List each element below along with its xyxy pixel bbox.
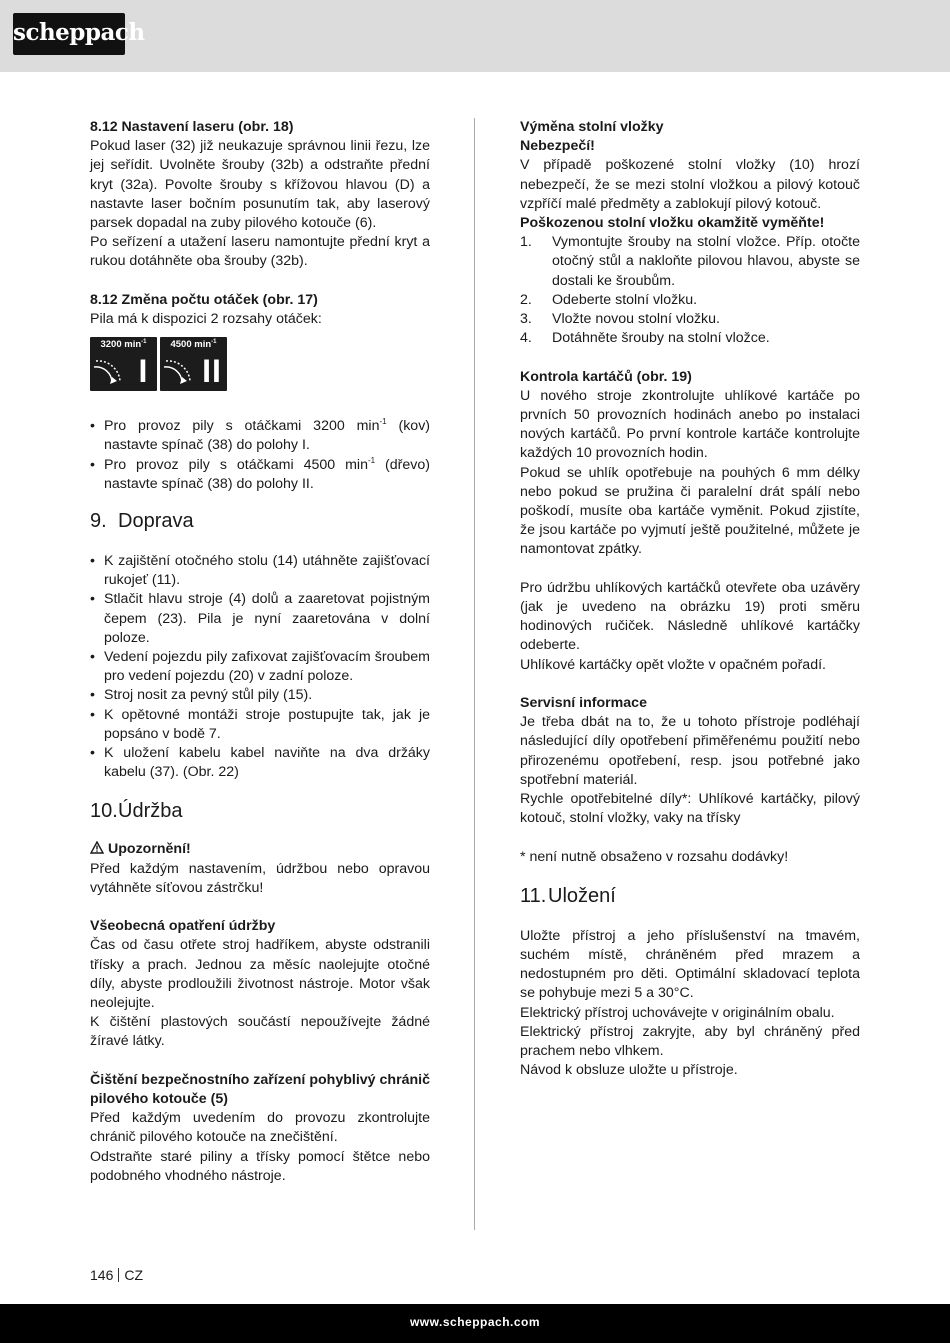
right-column — [520, 118, 860, 1080]
paragraph: Uložte přístroj a jeho příslušenství na tmavém, suchém místě, chráněném před mrazem a nedostupném pro děti. Optimální skladovací teplota se pohybuje mezi 5 a 30°C. — [520, 927, 860, 1002]
list-item: 2. Odeberte stolní vložku. — [520, 291, 698, 308]
speed-bullets — [90, 417, 430, 494]
scheppach-logo: scheppach — [13, 13, 125, 55]
section-heading-storage: 11.Uložení — [520, 884, 616, 907]
speed-mark-1: I — [138, 353, 148, 390]
website-link[interactable]: www.scheppach.com — [409, 1315, 541, 1329]
paragraph: K čištění plastových součástí nepoužívejte žádné žíravé látky. — [90, 1014, 430, 1050]
left-column — [90, 118, 430, 1186]
speed-label-3200: 3200 $\min^{-1}$ — [100, 339, 147, 351]
list-item: • Stroj nosit za pevný stůl pily (15). — [90, 686, 430, 705]
paragraph: Elektrický přístroj zakryjte, aby byl chráněný před prachem nebo vlhkem. — [520, 1023, 860, 1060]
page-number: 146 CZ — [90, 1267, 144, 1283]
footnote: * není nutně obsaženo v rozsahu dodávky! — [520, 848, 789, 865]
list-item: • Vedení pojezdu pily zafixovat zajišťovacím šroubem pro vedení pojezdu (20) v zadní poloze. — [90, 648, 430, 686]
list-item: 1. Vymontujte šrouby na stolní vložce. Příp. otočte otočný stůl a nakloňte pilovou hlavou, abyste se dostali ke šroubům. — [520, 234, 860, 289]
warning-title: Upozornění! — [90, 840, 430, 859]
section-heading-maintenance: 10.Údržba — [90, 800, 183, 823]
subsection-title: Všeobecná opatření údržby — [90, 918, 276, 935]
paragraph: Pokud laser (32) již neukazuje správnou linii řezu, lze jej seřídit. Uvolněte šrouby (32b) a odstraňte přední kryt (32a). Povolte šrouby s křížovou hlavou (D) a nastavte laser bočním posunutím tak, aby laserový parsek dopadal na zuby pilového kotouče (6). — [90, 138, 430, 232]
section-title-speed: 8.12 Změna počtu otáček (obr. 17) — [90, 291, 318, 308]
paragraph: Před každým uvedením do provozu zkontrolujte chránič pilového kotouče na znečištění. — [90, 1110, 430, 1146]
list-item: • Pro provoz pily s otáčkami 4500 $\min^{-1}$ (dřevo) nastavte spínač (38) do polohy II. — [90, 456, 430, 494]
replacement-steps — [520, 233, 860, 348]
footer-bar — [0, 1304, 950, 1343]
emphasis-text: Poškozenou stolní vložku okamžitě vyměňte! — [520, 215, 825, 232]
list-item: 4. Dotáhněte šrouby na stolní vložce. — [520, 330, 770, 347]
paragraph: Pro údržbu uhlíkových kartáčků otevřete oba uzávěry (jak je uvedeno na obrázku 19) proti směru hodinových ručiček. Následně uhlíkové kartáčky odeberte. — [520, 579, 860, 654]
speed-box-3200 — [90, 337, 157, 391]
paragraph: Pila má k dispozici 2 rozsahy otáček: — [90, 311, 322, 328]
speed-label-4500: 4500 $\min^{-1}$ — [170, 339, 217, 351]
subsection-title: Kontrola kartáčů (obr. 19) — [520, 368, 692, 385]
list-item: • Stlačit hlavu stroje (4) dolů a zaaretovat pojistným čepem (23). Pila je nyní zaaretována v dolní poloze. — [90, 590, 430, 648]
paragraph: Uhlíkové kartáčky opět vložte v opačném pořadí. — [520, 656, 826, 673]
speed-mark-2: II — [202, 353, 222, 390]
paragraph: Po seřízení a utažení laseru namontujte přední kryt a rukou dotáhněte oba šrouby (32b). — [90, 234, 430, 270]
paragraph: Čas od času otřete stroj hadříkem, abyste odstranili třísky a prach. Jednou za měsíc naolejujte otočné díly, abyste prodloužili životnost nástroje. Motor však neolejujte. — [90, 937, 430, 1012]
transport-bullets — [90, 552, 430, 782]
speed-settings-figure — [90, 337, 430, 391]
section-title-laser: 8.12 Nastavení laseru (obr. 18) — [90, 119, 294, 135]
list-item: • K zajištění otočného stolu (14) utáhněte zajišťovací rukojeť (11). — [90, 552, 430, 590]
subsection-title: Čištění bezpečnostního zařízení pohyblivý chránič pilového kotouče (5) — [90, 1071, 430, 1108]
list-item: 3. Vložte novou stolní vložku. — [520, 311, 720, 328]
list-item: • Pro provoz pily s otáčkami 3200 $\min^{-1} (kov)$ nastavte spínač (38) do polohy I. — [90, 417, 430, 455]
section-heading-transport: 9. Doprava — [90, 510, 194, 533]
danger-label: Nebezpečí! — [520, 138, 595, 155]
list-item: • K uložení kabelu kabel naviňte na dva držáky kabelu (37). (Obr. 22) — [90, 744, 430, 782]
column-divider — [474, 118, 475, 1230]
paragraph: Odstraňte staré piliny a třísky pomocí štětce nebo podobného vhodného nástroje. — [90, 1148, 430, 1184]
paragraph: V případě poškozené stolní vložky (10) hrozí nebezpečí, že se mezi stolní vložkou a pilový kotouč vzpříčí malé předměty a zablokují pilový kotouč. — [520, 157, 860, 212]
subsection-title: Výměna stolní vložky — [520, 119, 664, 135]
paragraph: Před každým nastavením, údržbou nebo opravou vytáhněte síťovou zástrčku! — [90, 860, 430, 896]
paragraph: Rychle opotřebitelné díly*: Uhlíkové kartáčky, pilový kotouč, stolní vložky, vaky na třísky — [520, 791, 860, 827]
paragraph: Elektrický přístroj uchovávejte v originálním obalu. — [520, 1004, 835, 1021]
list-item: • K opětovné montáži stroje postupujte tak, jak je popsáno v bodě 7. — [90, 706, 430, 744]
paragraph: U nového stroje zkontrolujte uhlíkové kartáče po prvních 50 provozních hodinách anebo po instalaci nových kartáčů. Po první kontrole kartáče kontrolujte každých 10 provozních hodin. — [520, 387, 860, 462]
header-bar — [0, 0, 950, 72]
paragraph: Návod k obsluze uložte u přístroje. — [520, 1062, 738, 1079]
paragraph: Je třeba dbát na to, že u tohoto přístroje podléhají následující díly opotřebení přiměřenému použití nebo přirozenému opotřebení, resp. jsou potřebné jako spotřební materiál. — [520, 714, 860, 788]
subsection-title: Servisní informace — [520, 695, 647, 712]
speed-box-4500 — [160, 337, 227, 391]
warning-triangle-icon — [90, 841, 104, 854]
paragraph: Pokud se uhlík opotřebuje na pouhých 6 mm délky nebo pokud se pružina či paralelní drát spálí nebo poškodí, musíte oba kartáče vyměnit. Pokud zjistíte, že jsou kartáče po vyjmutí ještě použitelné, můžete je namontovat zpátky. — [520, 464, 860, 558]
